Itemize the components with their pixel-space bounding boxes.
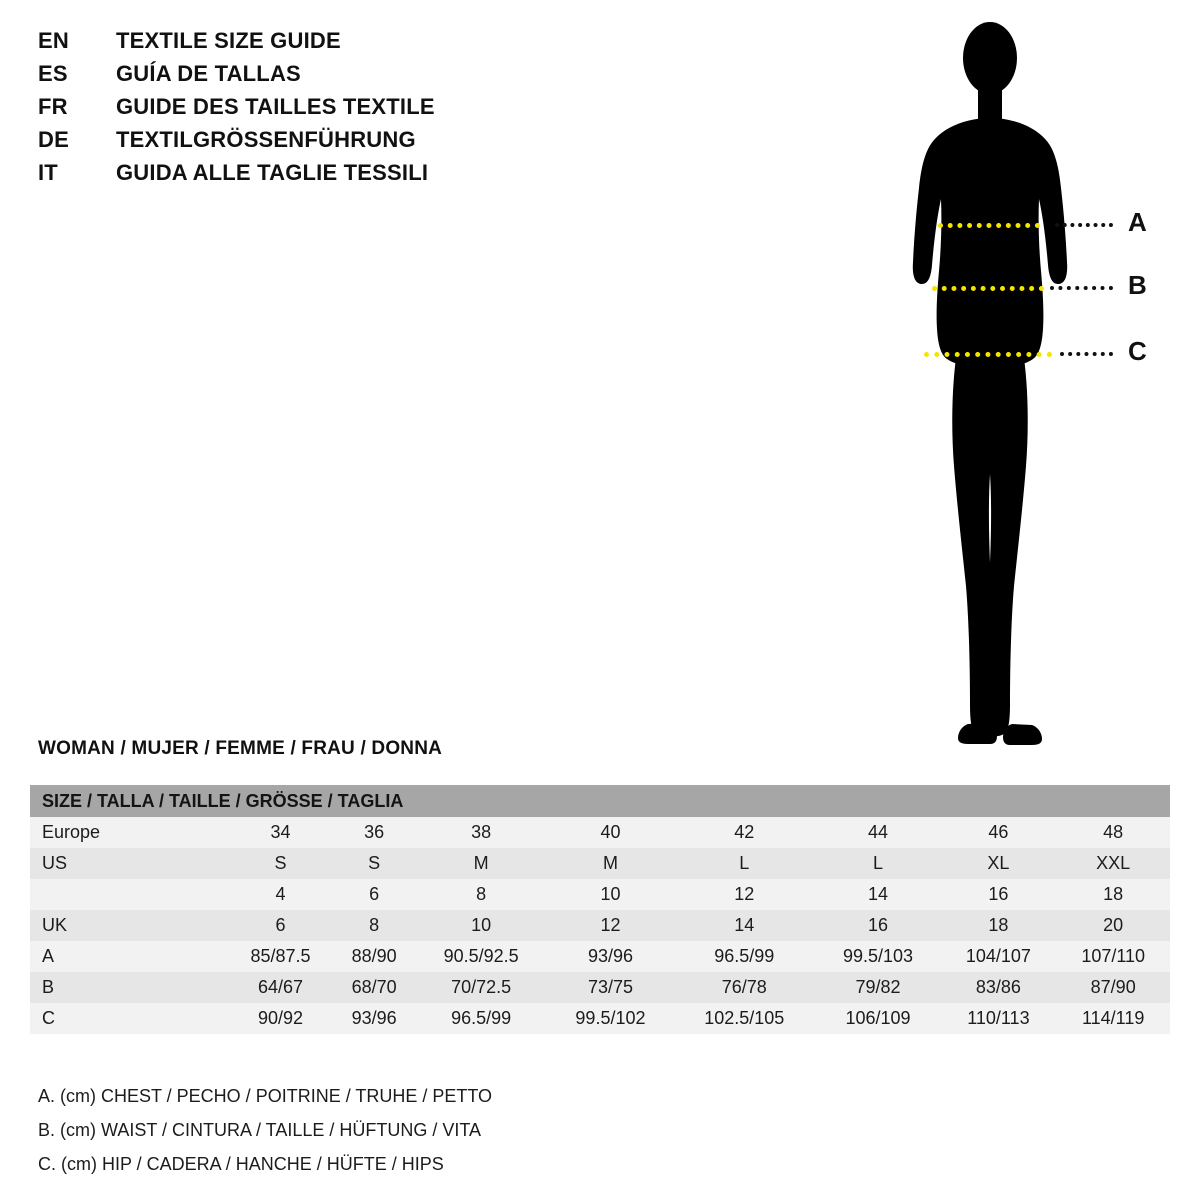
cell: 107/110 [1056, 941, 1170, 972]
cell: 76/78 [673, 972, 816, 1003]
cell: 36 [334, 817, 414, 848]
cell: 6 [334, 879, 414, 910]
lead-line-a [1055, 223, 1113, 227]
cell: 10 [414, 910, 548, 941]
title-lang-it: IT [38, 160, 58, 185]
cell: 14 [816, 879, 941, 910]
table-header-label: SIZE / TALLA / TAILLE / GRÖSSE / TAGLIA [30, 785, 1170, 817]
cell: 110/113 [940, 1003, 1056, 1034]
row-label: Europe [30, 817, 227, 848]
cell: 64/67 [227, 972, 334, 1003]
figure-label-c: C [1128, 336, 1147, 366]
cell: 85/87.5 [227, 941, 334, 972]
cell: 18 [940, 910, 1056, 941]
table-row [30, 972, 1170, 1003]
footnote-hip: C. (cm) HIP / CADERA / HANCHE / HÜFTE / HIPS [38, 1154, 444, 1174]
table-row [30, 910, 1170, 941]
cell: 68/70 [334, 972, 414, 1003]
title-row-en [38, 28, 598, 60]
lead-line-b [1050, 286, 1113, 290]
cell: 4 [227, 879, 334, 910]
cell: 10 [548, 879, 673, 910]
measure-line-waist [932, 286, 1044, 291]
title-row-it [38, 160, 598, 192]
cell: 12 [673, 879, 816, 910]
title-row-es [38, 61, 598, 93]
cell: 96.5/99 [673, 941, 816, 972]
lead-line-c [1060, 352, 1113, 356]
cell: L [816, 848, 941, 879]
cell: 8 [414, 879, 548, 910]
title-row-de [38, 127, 598, 159]
cell: M [414, 848, 548, 879]
cell: XXL [1056, 848, 1170, 879]
table-row [30, 1003, 1170, 1034]
cell: 114/119 [1056, 1003, 1170, 1034]
cell: 40 [548, 817, 673, 848]
cell: 12 [548, 910, 673, 941]
row-label [30, 879, 227, 910]
row-label: A [30, 941, 227, 972]
cell: 87/90 [1056, 972, 1170, 1003]
table-header-row [30, 785, 1170, 817]
cell: 106/109 [816, 1003, 941, 1034]
cell: 46 [940, 817, 1056, 848]
cell: 90/92 [227, 1003, 334, 1034]
cell: 88/90 [334, 941, 414, 972]
cell: 99.5/103 [816, 941, 941, 972]
table-row [30, 848, 1170, 879]
cell: 16 [816, 910, 941, 941]
cell: 44 [816, 817, 941, 848]
measure-line-hip [924, 352, 1052, 357]
title-text-it: GUIDA ALLE TAGLIE TESSILI [116, 160, 429, 185]
title-row-fr [38, 94, 598, 126]
title-block [38, 28, 598, 193]
figure-label-a: A [1128, 207, 1147, 237]
cell: M [548, 848, 673, 879]
title-text-en: TEXTILE SIZE GUIDE [116, 28, 341, 53]
title-lang-fr: FR [38, 94, 68, 119]
measure-line-chest [938, 223, 1040, 228]
cell: 73/75 [548, 972, 673, 1003]
cell: 79/82 [816, 972, 941, 1003]
table-row [30, 879, 1170, 910]
cell: S [227, 848, 334, 879]
cell: 93/96 [548, 941, 673, 972]
cell: 6 [227, 910, 334, 941]
row-label: C [30, 1003, 227, 1034]
cell: 70/72.5 [414, 972, 548, 1003]
section-caption: WOMAN / MUJER / FEMME / FRAU / DONNA [38, 738, 443, 759]
cell: 20 [1056, 910, 1170, 941]
cell: S [334, 848, 414, 879]
title-text-fr: GUIDE DES TAILLES TEXTILE [116, 94, 435, 119]
row-label: B [30, 972, 227, 1003]
figure-label-b: B [1128, 270, 1147, 300]
footnote-waist: B. (cm) WAIST / CINTURA / TAILLE / HÜFTUNG / VITA [38, 1120, 482, 1140]
cell: 93/96 [334, 1003, 414, 1034]
cell: 34 [227, 817, 334, 848]
cell: 104/107 [940, 941, 1056, 972]
size-table [30, 785, 1170, 1034]
cell: 83/86 [940, 972, 1056, 1003]
title-text-es: GUÍA DE TALLAS [116, 61, 301, 86]
footnotes [38, 1087, 938, 1189]
table-row [30, 817, 1170, 848]
row-label: UK [30, 910, 227, 941]
cell: 96.5/99 [414, 1003, 548, 1034]
row-label: US [30, 848, 227, 879]
footnote-chest: A. (cm) CHEST / PECHO / POITRINE / TRUHE / PETTO [38, 1086, 493, 1106]
cell: 38 [414, 817, 548, 848]
cell: 99.5/102 [548, 1003, 673, 1034]
cell: 90.5/92.5 [414, 941, 548, 972]
cell: 48 [1056, 817, 1170, 848]
title-lang-es: ES [38, 61, 68, 86]
figure-area [860, 18, 1190, 748]
cell: 8 [334, 910, 414, 941]
cell: XL [940, 848, 1056, 879]
female-body-silhouette-icon [860, 18, 1130, 748]
cell: 102.5/105 [673, 1003, 816, 1034]
title-lang-en: EN [38, 28, 69, 53]
cell: 16 [940, 879, 1056, 910]
cell: L [673, 848, 816, 879]
title-text-de: TEXTILGRÖSSENFÜHRUNG [116, 127, 416, 152]
cell: 14 [673, 910, 816, 941]
table-row [30, 941, 1170, 972]
cell: 42 [673, 817, 816, 848]
title-lang-de: DE [38, 127, 69, 152]
cell: 18 [1056, 879, 1170, 910]
